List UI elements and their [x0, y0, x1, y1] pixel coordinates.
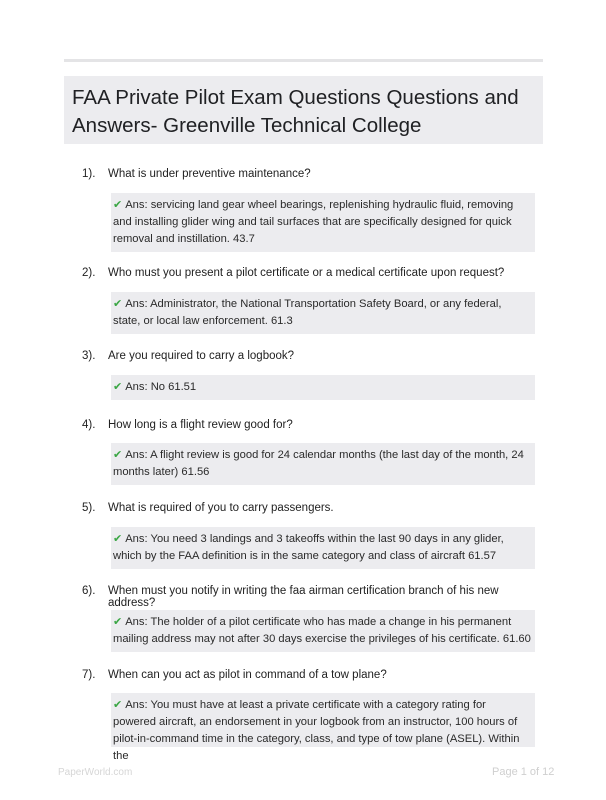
- answer-text: Ans: You must have at least a private certificate with a category rating for powered aircraft, an endorsement in your logbook from an instructor, 100 hours of pilot-in-command time in the category, class, and type of tow plane (ASEL). Within the: [113, 699, 520, 762]
- check-icon: ✔: [113, 616, 123, 628]
- check-icon: ✔: [113, 298, 123, 310]
- document-title: FAA Private Pilot Exam Questions Questions and Answers- Greenville Technical College: [72, 86, 519, 137]
- question-text: Who must you present a pilot certificate or a medical certificate upon request?: [108, 267, 505, 279]
- answer-box-5: [111, 527, 535, 569]
- answer-text: Ans: Administrator, the National Transportation Safety Board, or any federal, state, or local law enforcement. 61.3: [113, 298, 502, 327]
- question-number: 2).: [82, 267, 96, 279]
- answer-text: Ans: You need 3 landings and 3 takeoffs within the last 90 days in any glider, which by the FAA definition is in the same category and class of aircraft 61.57: [113, 533, 504, 562]
- question-text: What is required of you to carry passengers.: [108, 502, 334, 514]
- check-icon: ✔: [113, 449, 123, 461]
- answer-box-1: [111, 193, 535, 252]
- answer-box-4: [111, 443, 535, 485]
- question-text: What is under preventive maintenance?: [108, 168, 311, 180]
- answer-box-7: [111, 693, 535, 762]
- check-icon: ✔: [113, 381, 123, 393]
- answer-box-6: [111, 610, 535, 652]
- check-icon: ✔: [113, 199, 123, 211]
- question-number: 5).: [82, 502, 96, 514]
- answer-box-2: [111, 292, 535, 334]
- question-text: Are you required to carry a logbook?: [108, 350, 295, 362]
- question-number: 6).: [82, 585, 96, 597]
- answer-text: Ans: servicing land gear wheel bearings, replenishing hydraulic fluid, removing and installing glider wing and tail surfaces that are specifically designed for quick removal and instillation. 43.7: [113, 199, 514, 245]
- answer-box-3: [111, 375, 535, 400]
- check-icon: ✔: [113, 533, 123, 545]
- question-number: 1).: [82, 168, 96, 180]
- question-number: 4).: [82, 419, 96, 431]
- question-number: 3).: [82, 350, 96, 362]
- question-text: When can you act as pilot in command of a tow plane?: [108, 669, 387, 681]
- question-number: 7).: [82, 669, 96, 681]
- check-icon: ✔: [113, 699, 123, 711]
- footer-watermark: PaperWorld.com: [58, 767, 133, 778]
- answer-text: Ans: The holder of a pilot certificate who has made a change in his permanent mailing address may not after 30 days exercise the privileges of his certificate. 61.60: [113, 616, 531, 645]
- answer-text: Ans: A flight review is good for 24 calendar months (the last day of the month, 24 months later) 61.56: [113, 449, 524, 478]
- top-divider: [64, 59, 543, 62]
- title-banner: [64, 76, 543, 144]
- question-text: How long is a flight review good for?: [108, 419, 293, 431]
- page-indicator: Page 1 of 12: [492, 766, 555, 778]
- question-text: When must you notify in writing the faa airman certification branch of his new address?: [108, 585, 499, 609]
- answer-text: Ans: No 61.51: [125, 381, 197, 393]
